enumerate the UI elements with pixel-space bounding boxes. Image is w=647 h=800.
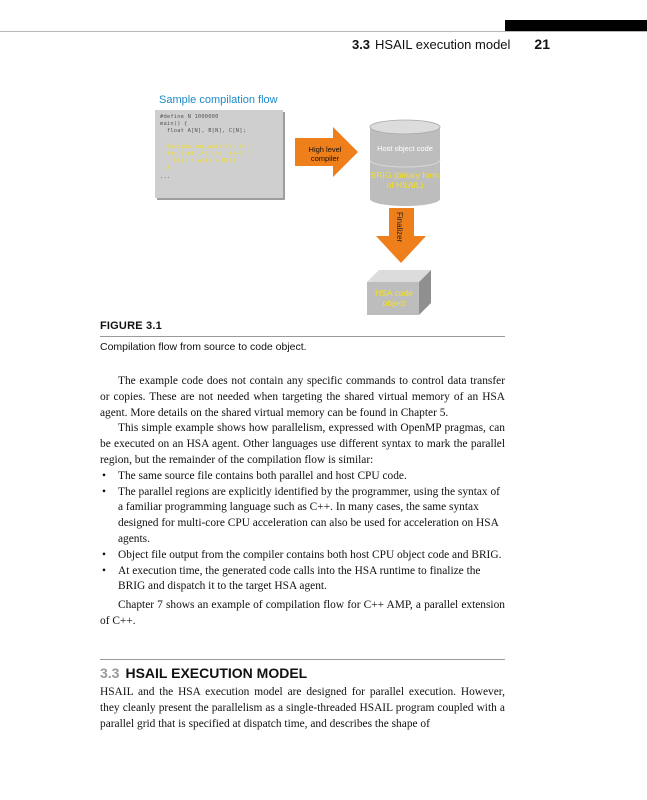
- paragraph: HSAIL and the HSA execution model are designed for parallel execution. However, they cleanly present the parallelism as a single-threaded HSAIL program coupled with a parallel grid that is specified at dispatch time, and describes the shape of: [100, 686, 505, 730]
- compiler-label: High level compiler: [308, 145, 342, 163]
- figure-title: Sample compilation flow: [159, 94, 278, 106]
- finalizer-label: Finalizer: [395, 212, 404, 243]
- figure-caption: Compilation flow from source to code object.: [100, 341, 307, 353]
- bullet-icon: •: [102, 485, 106, 498]
- section-body: [100, 685, 505, 732]
- figure-rule: [100, 336, 505, 337]
- running-head-title: HSAIL execution model: [375, 37, 511, 52]
- list-item-text: The same source file contains both parallel and host CPU code.: [118, 469, 407, 482]
- host-object-code-label: Host object code: [377, 144, 433, 153]
- section-rule: [100, 659, 505, 660]
- list-item-text: Object file output from the compiler contains both host CPU object code and BRIG.: [118, 548, 502, 561]
- bullet-list: [100, 469, 505, 595]
- code-line: float A[N], B[N], C[N];: [160, 128, 247, 134]
- code-line: main() {: [160, 121, 188, 127]
- section-number: 3.3: [100, 665, 120, 681]
- running-head-section-number: 3.3: [351, 37, 371, 52]
- code-line-highlighted: #pragma omp parallel for: [160, 144, 250, 150]
- section-heading: [100, 665, 307, 681]
- body-text: [100, 374, 505, 630]
- bullet-icon: •: [102, 564, 106, 577]
- object-file-cylinder: [370, 120, 440, 206]
- list-item: [100, 548, 505, 564]
- page-number: 21: [534, 36, 550, 52]
- paragraph: This simple example shows how parallelism, expressed with OpenMP pragmas, can be executed on an HSA agent. Other languages use different syntax to mark the parallel region, but the remainder of the compilation flow is similar:: [100, 422, 505, 466]
- list-item: [100, 469, 505, 485]
- code-line: #define N 1000000: [160, 114, 219, 120]
- code-line-highlighted: for (int i=0;i<N; i++) {: [160, 151, 250, 157]
- brig-label: BRIG (binary form of HSAIL): [370, 170, 440, 190]
- bullet-icon: •: [102, 548, 106, 561]
- figure-label: FIGURE 3.1: [100, 320, 162, 332]
- list-item-text: The parallel regions are explicitly identified by the programmer, using the syntax of a familiar programming language such as C++. In many cases, the same syntax designed for multi-core CPU acceleration can also be used for acceleration on HSA agents.: [118, 485, 500, 545]
- compilation-flow-diagram: [0, 0, 647, 330]
- list-item: [100, 564, 505, 596]
- paragraph: Chapter 7 shows an example of compilation flow for C++ AMP, a parallel extension of C++.: [100, 599, 505, 627]
- paragraph: The example code does not contain any specific commands to control data transfer or copies. These are not needed when targeting the shared virtual memory of an HSA agent. More details on the shared virtual memory can be found in Chapter 5.: [100, 375, 505, 419]
- code-line: ...: [160, 174, 171, 180]
- section-title: HSAIL EXECUTION MODEL: [125, 665, 308, 681]
- code-line-highlighted: C[i] = A[i] + B[i]: [160, 158, 236, 164]
- list-item-text: At execution time, the generated code calls into the HSA runtime to finalize the BRIG and dispatch it to the target HSA agent.: [118, 564, 481, 593]
- list-item: [100, 485, 505, 548]
- bullet-icon: •: [102, 469, 106, 482]
- code-line-highlighted: }: [160, 165, 171, 171]
- hsa-code-object-label: HSA code object: [375, 288, 413, 308]
